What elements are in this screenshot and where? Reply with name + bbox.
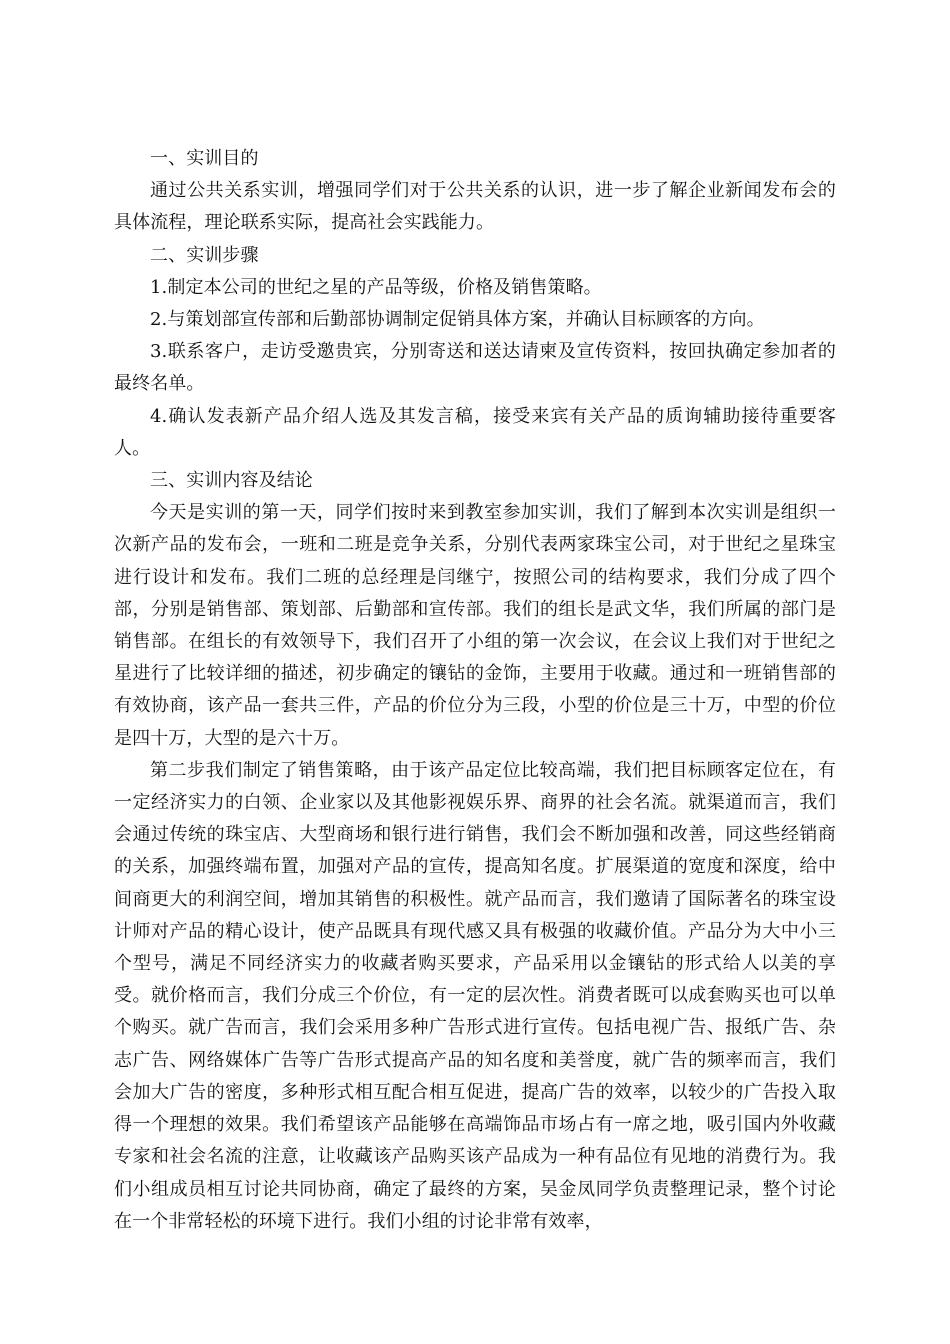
content-paragraph-2: 第二步我们制定了销售策略，由于该产品定位比较高端，我们把目标顾客定位在，有一定经济实力的白领、企业家以及其他影视娱乐界、商界的社会名流。就渠道而言，我们会通过传统的珠宝店、大型商场和银行进行销售，我们会不断加强和改善，同这些经销商的关系，加强终端布置，加强对产品的宣传，提高知名度。扩展渠道的宽度和深度，给中间商更大的利润空间，增加其销售的积极性。就产品而言，我们邀请了国际著名的珠宝设计师对产品的精心设计，使产品既具有现代感又具有极强的收藏价值。产品分为大中小三个型号，满足不同经济实力的收藏者购买要求，产品采用以金镶钻的形式给人以美的享受。就价格而言，我们分成三个价位，有一定的层次性。消费者既可以成套购买也可以单个购买。就广告而言，我们会采用多种广告形式进行宣传。包括电视广告、报纸广告、杂志广告、网络媒体广告等广告形式提高产品的知名度和美誉度，就广告的频率而言，我们会加大广告的密度，多种形式相互配合相互促进，提高广告的效率，以较少的广告投入取得一个理想的效果。我们希望该产品能够在高端饰品市场占有一席之地，吸引国内外收藏专家和社会名流的注意，让收藏该产品购买该产品成为一种有品位有见地的消费行为。我们小组成员相互讨论共同协商，确定了最终的方案，吴金凤同学负责整理记录，整个讨论在一个非常轻松的环境下进行。我们小组的讨论非常有效率， [114, 759, 836, 1232]
step-item-4: 4.确认发表新产品介绍人选及其发言稿，接受来宾有关产品的质询辅助接待重要客人。 [114, 405, 836, 459]
step-item-3: 3.联系客户，走访受邀贵宾，分别寄送和送达请柬及宣传资料，按回执确定参加者的最终名单。 [114, 341, 836, 395]
content-paragraph-1: 今天是实训的第一天，同学们按时来到教室参加实训，我们了解到本次实训是组织一次新产品的发布会，一班和二班是竞争关系，分别代表两家珠宝公司，对于世纪之星珠宝进行设计和发布。我们二班的总经理是闫继宁，按照公司的结构要求，我们分成了四个部，分别是销售部、策划部、后勤部和宣传部。我们的组长是武文华，我们所属的部门是销售部。在组长的有效领导下，我们召开了小组的第一次会议，在会议上我们对于世纪之星进行了比较详细的描述，初步确定的镶钻的金饰，主要用于收藏。通过和一班销售部的有效协商，该产品一套共三件，产品的价位分为三段，小型的价位是三十万，中型的价位是四十万，大型的是六十万。 [114, 502, 836, 749]
section-heading-steps: 二、实训步骤 [150, 244, 259, 266]
document-page [114, 143, 836, 1238]
purpose-paragraph: 通过公共关系实训，增强同学们对于公共关系的认识，进一步了解企业新闻发布会的具体流程，理论联系实际，提高社会实践能力。 [114, 180, 836, 234]
section-heading-content: 三、实训内容及结论 [150, 470, 313, 492]
step-item-1: 1.制定本公司的世纪之星的产品等级，价格及销售策略。 [150, 276, 602, 298]
section-heading-purpose: 一、实训目的 [150, 148, 259, 169]
step-item-2: 2.与策划部宣传部和后勤部协调制定促销具体方案，并确认目标顾客的方向。 [150, 309, 765, 331]
